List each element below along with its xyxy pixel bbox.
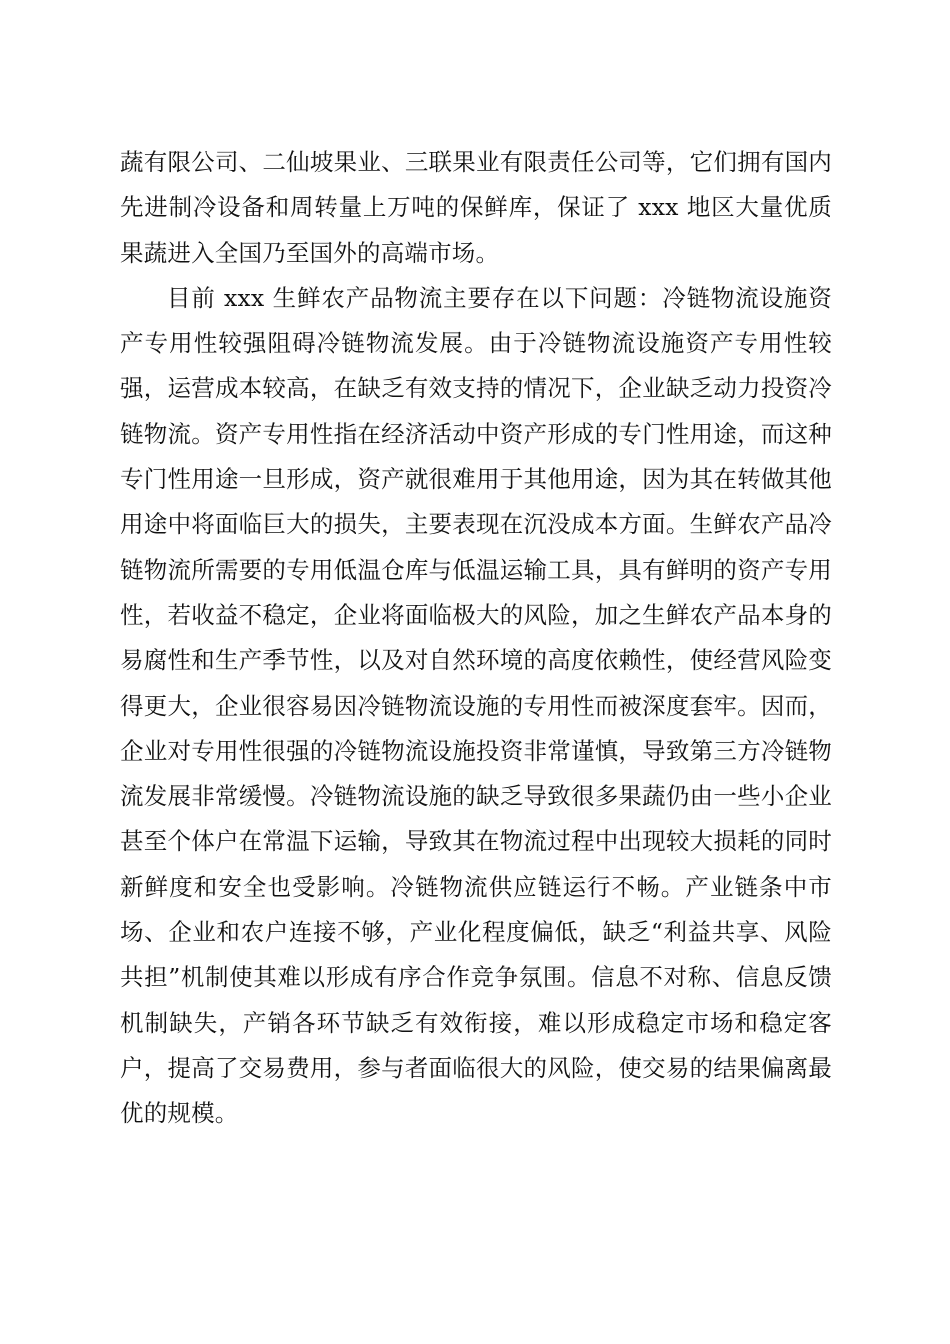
document-body <box>120 140 832 1137</box>
paragraph-problems: 目前 xxx 生鲜农产品物流主要存在以下问题：冷链物流设施资产专用性较强阻碍冷链物流发展。由于冷链物流设施资产专用性较强，运营成本较高，在缺乏有效支持的情况下，企业缺乏动力投资冷链物流。资产专用性指在经济活动中资产形成的专门性用途，而这种专门性用途一旦形成，资产就很难用于其他用途，因为其在转做其他用途中将面临巨大的损失，主要表现在沉没成本方面。生鲜农产品冷链物流所需要的专用低温仓库与低温运输工具，具有鲜明的资产专用性，若收益不稳定，企业将面临极大的风险，加之生鲜农产品本身的易腐性和生产季节性，以及对自然环境的高度依赖性，使经营风险变得更大，企业很容易因冷链物流设施的专用性而被深度套牢。因而，企业对专用性很强的冷链物流设施投资非常谨慎，导致第三方冷链物流发展非常缓慢。冷链物流设施的缺乏导致很多果蔬仍由一些小企业甚至个体户在常温下运输，导致其在物流过程中出现较大损耗的同时新鲜度和安全也受影响。冷链物流供应链运行不畅。产业链条中市场、企业和农户连接不够，产业化程度偏低，缺乏“利益共享、风险共担”机制使其难以形成有序合作竞争氛围。信息不对称、信息反馈机制缺失，产销各环节缺乏有效衔接，难以形成稳定市场和稳定客户，提高了交易费用，参与者面临很大的风险，使交易的结果偏离最优的规模。 <box>120 283 832 1128</box>
paragraph-continuation: 蔬有限公司、二仙坡果业、三联果业有限责任公司等，它们拥有国内先进制冷设备和周转量上万吨的保鲜库，保证了 xxx 地区大量优质果蔬进入全国乃至国外的高端市场。 <box>120 148 832 267</box>
